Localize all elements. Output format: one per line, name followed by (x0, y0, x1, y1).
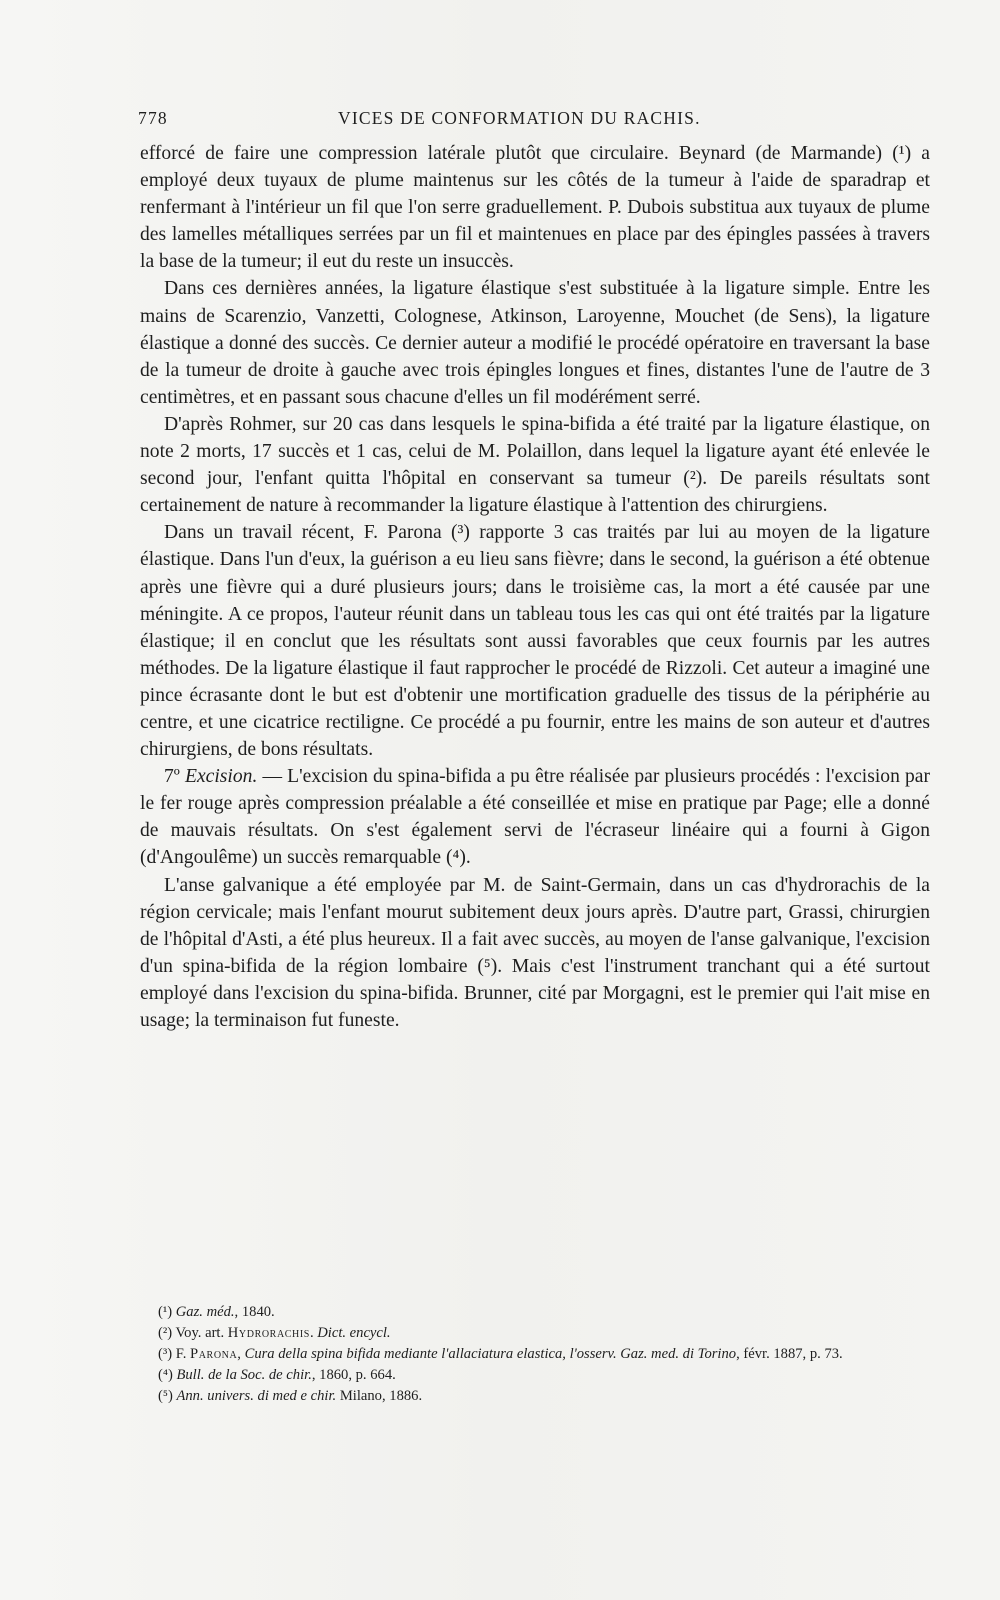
footnote-pre: F. (175, 1346, 191, 1362)
paragraph: Dans un travail récent, F. Parona (³) rapporte 3 cas traités par lui au moyen de la ligature élastique. Dans l'un d'eux, la guérison a eu lieu sans fièvre; dans le second, la guérison a été obtenue après une fièvre qui a duré plusieurs jours; dans le troisième cas, la mort a été causée par une méningite. A ce propos, l'auteur réunit dans un tableau tous les cas qui ont été traités par la ligature élastique; il en conclut que les résultats sont aussi favorables que ceux fournis par les autres méthodes. De la ligature élastique il faut rapprocher le procédé de Rizzoli. Cet auteur a imaginé une pince écrasante dont le but est d'obtenir une mortification graduelle des tissus de la périphérie au centre, et une cicatrice rectiligne. Ce procédé a pu fournir, entre les mains de son auteur et d'autres chirurgiens, de bons résultats. (140, 522, 930, 761)
footnote-mark: (⁴) (158, 1367, 173, 1383)
footnote-work: Cura della spina bifida mediante l'allaciatura elastica, l'osserv. Gaz. med. di Torino (244, 1346, 737, 1362)
running-title: VICES DE CONFORMATION DU RACHIS. (338, 108, 701, 128)
section-number: 7º (164, 766, 180, 788)
paragraph: efforcé de faire une compression latérale plutôt que circulaire. Beynard (de Marmande) (¹) a employé deux tuyaux de plume maintenus sur les côtés de la tumeur à l'aide de sparadrap et renfermant à l'intérieur un fil que l'on serre graduellement. P. Dubois substitua aux tuyaux de plume des lamelles métalliques serrées par un fil et maintenues en place par des épingles passées à travers la base de la tumeur; il eut du reste un insuccès. (140, 143, 930, 273)
footnote-author: Hydrorachis (227, 1325, 310, 1341)
body-text (140, 140, 930, 1034)
footnote-work: Bull. de la Soc. de chir. (176, 1367, 312, 1383)
footnote-mark: (²) (158, 1325, 173, 1341)
footnote-rest: , févr. 1887, p. 73. (736, 1346, 843, 1362)
footnote-work: Dict. encycl. (317, 1325, 391, 1341)
footnote (158, 1365, 938, 1386)
footnote-rest: Milano, 1886. (336, 1388, 423, 1404)
paragraph: L'anse galvanique a été employée par M. de Saint-Germain, dans un cas d'hydrorachis de la région cervicale; mais l'enfant mourut subitement deux jours après. D'autre part, Grassi, chirurgien de l'hôpital d'Asti, a été plus heureux. Il a fait avec succès, au moyen de l'anse galvanique, l'excision d'un spina-bifida de la région lombaire (⁵). Mais c'est l'instrument tranchant qui a été surtout employé dans l'excision du spina-bifida. Brunner, cité par Morgagni, est le premier qui l'ait mise en usage; la terminaison fut funeste. (140, 874, 930, 1031)
paragraph: Dans ces dernières années, la ligature élastique s'est substituée à la ligature simple. Entre les mains de Scarenzio, Vanzetti, Colognese, Atkinson, Laroyenne, Mouchet (de Sens), la ligature élastique a donné des succès. Ce dernier auteur a modifié le procédé opératoire en traversant la base de la tumeur de droite à gauche avec trois épingles longues et fines, distantes l'une de l'autre de 3 centimètres, et en passant sous chacune d'elles un fil modérément serré. (140, 278, 930, 408)
footnote-mid: . (309, 1325, 318, 1341)
footnote-pre: Voy. art. (175, 1325, 228, 1341)
excision-text: — L'excision du spina-bifida a pu être réalisée par plusieurs procédés : l'excision par le fer rouge après compression préalable a été conseillée et mise en pratique par Page; elle a donné de mauvais résultats. On s'est également servi de l'écraseur linéaire qui a fourni à Gigon (d'Angoulême) un succès remarquable (⁴). (140, 766, 930, 869)
page-number: 778 (138, 108, 168, 128)
footnote-work: Ann. univers. di med e chir. (176, 1388, 337, 1404)
footnote-author: Parona (190, 1346, 238, 1362)
footnotes (158, 1302, 938, 1407)
footnote-mark: (⁵) (158, 1388, 173, 1404)
excision-paragraph (140, 763, 930, 871)
footnote-rest: , 1840. (234, 1304, 275, 1320)
section-heading: Excision. (184, 766, 258, 788)
footnote (158, 1344, 938, 1365)
footnote (158, 1302, 938, 1323)
footnote (158, 1386, 938, 1407)
footnote-work: Gaz. méd. (175, 1304, 235, 1320)
paragraph: D'après Rohmer, sur 20 cas dans lesquels le spina-bifida a été traité par la ligature élastique, on note 2 morts, 17 succès et 1 cas, celui de M. Polaillon, dans lequel la ligature ayant été enlevée le second jour, l'enfant quitta l'hôpital en conservant sa tumeur (²). De pareils résultats sont certainement de nature à recommander la ligature élastique à l'attention des chirurgiens. (140, 413, 930, 517)
footnote-mark: (¹) (158, 1304, 173, 1320)
footnote-mark: (³) (158, 1346, 173, 1362)
footnote-mid: , (237, 1346, 245, 1362)
footnote (158, 1323, 938, 1344)
footnote-rest: , 1860, p. 664. (311, 1367, 396, 1383)
